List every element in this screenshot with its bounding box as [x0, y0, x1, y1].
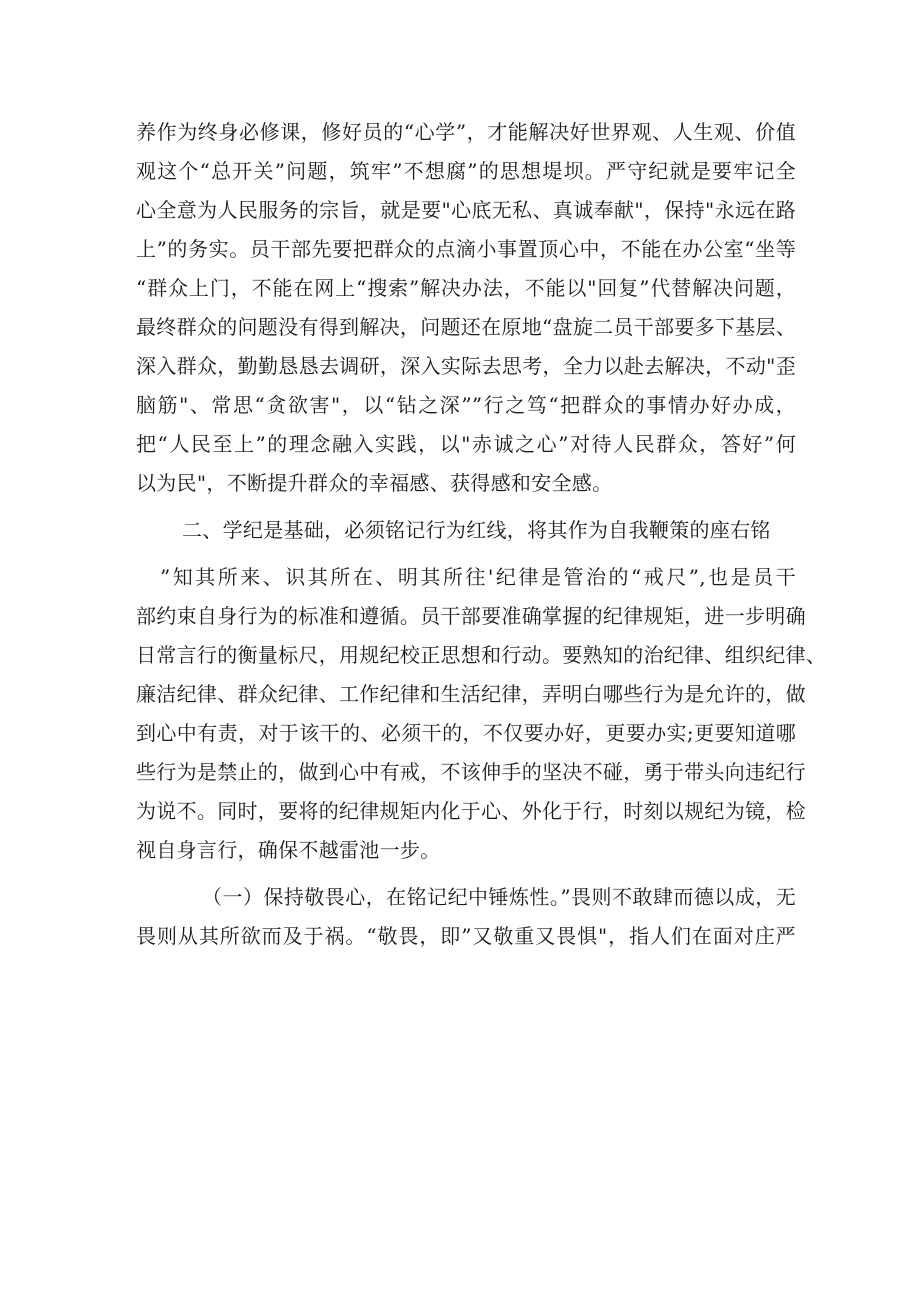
text-line: 观这个“总开关”问题，筑牢”不想腐”的思想堤坝。严守纪就是要牢记全 — [136, 159, 796, 183]
text-line: （一）保持敬畏心，在铭记纪中锤炼性。”畏则不敢肆而德以成，无 — [202, 885, 796, 909]
text-line: 深入群众，勤勤恳恳去调研，深入实际去思考，全力以赴去解决，不动"歪 — [136, 354, 796, 378]
text-line: 日常言行的衡量标尺，用规纪校正思想和行动。要熟知的治纪律、组织纪律、 — [136, 643, 827, 667]
text-line: 部约束自身行为的标准和遵循。员干部要准确掌握的纪律规矩，进一步明确 — [136, 604, 806, 628]
paragraph-discipline-practice — [136, 113, 796, 503]
text-line: 为说不。同时，要将的纪律规矩内化于心、外化于行，时刻以规纪为镜，检 — [136, 799, 806, 823]
text-line: 脑筋"、常思“贪欲害"，以“钻之深””行之笃“把群众的事情办好办成， — [136, 393, 796, 417]
text-line: 最终群众的问题没有得到解决，问题还在原地“盘旋二员干部要多下基层、 — [136, 315, 797, 339]
document-body — [136, 113, 827, 956]
text-line: ”知其所来、识其所在、明其所往'纪律是管治的“戒尺”,也是员干 — [160, 565, 796, 589]
text-line: 心全意为人民服务的宗旨，就是要"心底无私、真诚奉献"，保持"永远在路 — [136, 198, 796, 222]
paragraph-reverence — [136, 878, 796, 956]
section-heading — [136, 511, 796, 550]
heading-line: 二、学纪是基础，必须铭记行为红线，将其作为自我鞭策的座右铭 — [182, 518, 771, 542]
text-line: 养作为终身必修课，修好员的“心学”，才能解决好世界观、人生观、价值 — [136, 120, 796, 144]
text-line: 畏则从其所欲而及于祸。“敬畏，即”又敬重又畏惧"，指人们在面对庄严 — [136, 924, 796, 948]
text-line: 廉洁纪律、群众纪律、工作纪律和生活纪律，弄明白哪些行为是允许的，做 — [136, 682, 806, 706]
paragraph-learn-discipline — [136, 558, 827, 870]
text-line: 上”的务实。员干部先要把群众的点滴小事置顶心中，不能在办公室“坐等 — [136, 237, 796, 261]
text-line: 到心中有责，对于该干的、必须干的，不仅要办好，更要办实;更要知道哪 — [136, 721, 796, 745]
text-line: “群众上门，不能在网上“搜索”解决办法，不能以"回复”代替解决问题， — [136, 276, 796, 300]
text-line: 些行为是禁止的，做到心中有戒，不该伸手的坚决不碰，勇于带头向违纪行 — [136, 760, 806, 784]
text-line: 把“人民至上”的理念融入实践，以"赤诚之心”对待人民群众，答好”何 — [136, 432, 796, 456]
text-line: 视自身言行，确保不越雷池一步。 — [136, 838, 441, 862]
text-line: 以为民"，不断提升群众的幸福感、获得感和安全感。 — [136, 471, 613, 495]
